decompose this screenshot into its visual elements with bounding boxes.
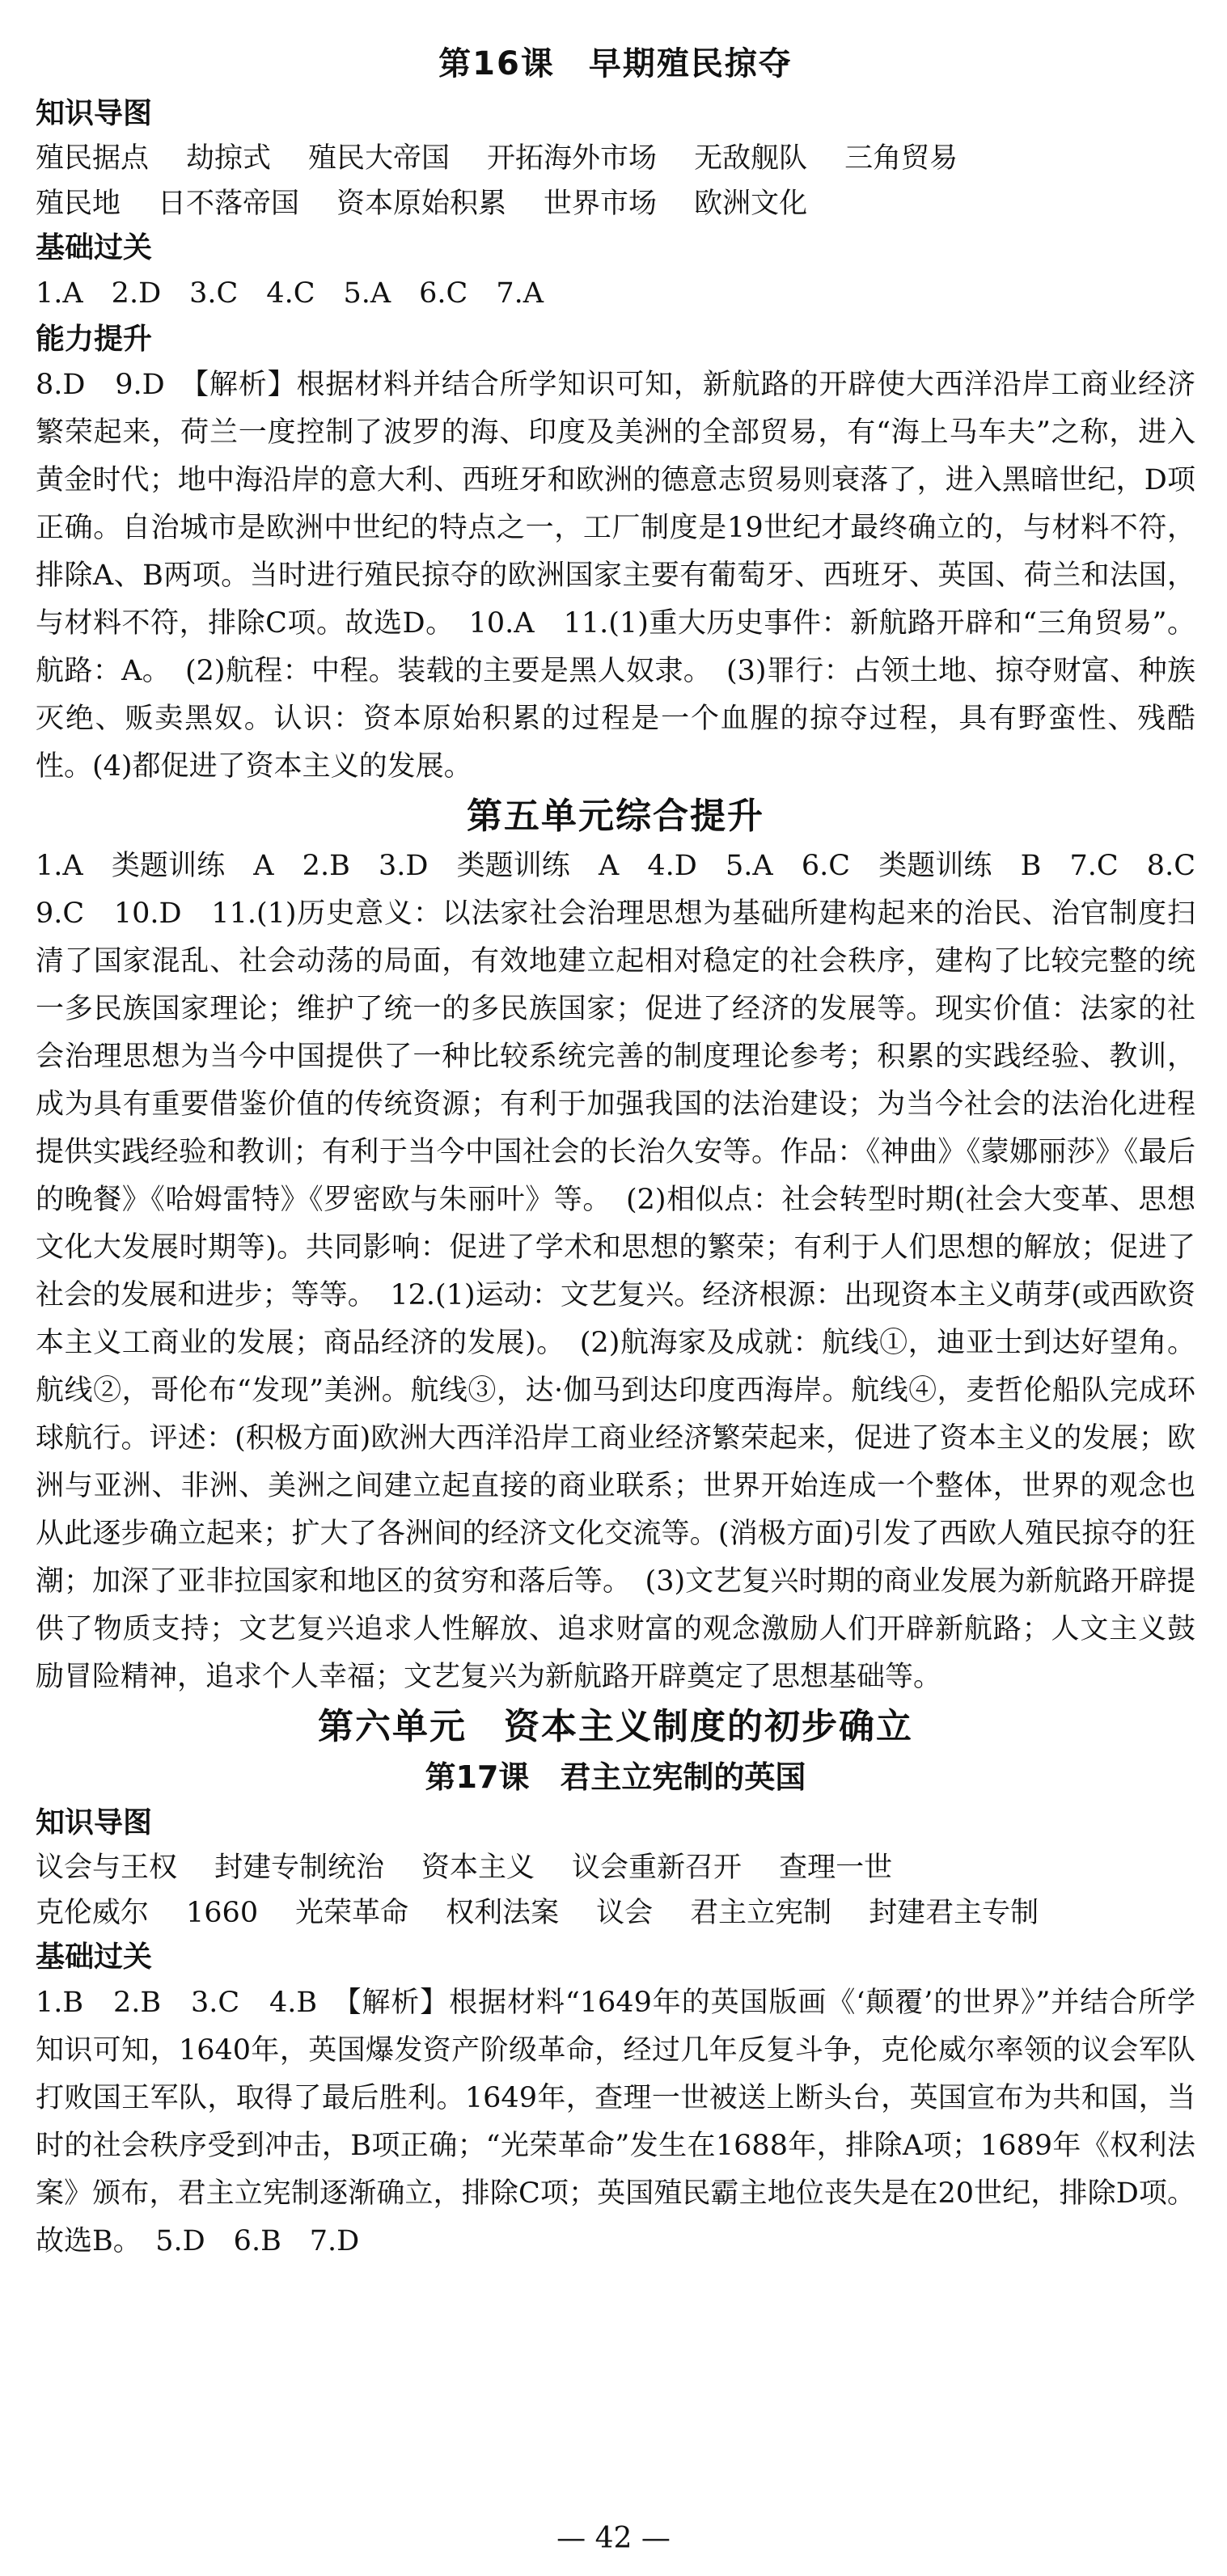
unit-5-answers: 1.A 类题训练 A 2.B 3.D 类题训练 A 4.D 5.A 6.C 类题训练 B 7.C 8.C 9.C 10.D 11.(1)历史意义：以法家社会治理思想为基础所建构起来的治民、治官制度扫清了国家混乱、社会动荡的局面，有效地建立起相对稳定的社会秩序，建构了比较完整的统一多民族国家理论；维护了统一的多民族国家；促进了经济的发展等。现实价值：法家的社会治理思想为当今中国提供了一种比较系统完善的制度理论参考；积累的实践经验、教训，成为具有重要借鉴价值的传统资源；有利于加强我国的法治建设；为当今社会的法治化进程提供实践经验和教训；有利于当今中国社会的长治久安等。作品：《神曲》《蒙娜丽莎》《最后的晚餐》《哈姆雷特》《罗密欧与朱丽叶》等。 (2)相似点：社会转型时期(社会大变革、思想文化大发展时期等)。共同影响：促进了学术和思想的繁荣；有利于人们思想的解放；促进了社会的发展和进步；等等。 12.(1)运动：文艺复兴。经济根源：出现资本主义萌芽(或西欧资本主义工商业的发展；商品经济的发展)。 (2)航海家及成就：航线①，迪亚士到达好望角。航线②，哥伦布“发现”美洲。航线③，达·伽马到达印度西海岸。航线④，麦哲伦船队完成环球航行。评述：(积极方面)欧洲大西洋沿岸工商业经济繁荣起来，促进了资本主义的发展；欧洲与亚洲、非洲、美洲之间建立起直接的商业联系；世界开始连成一个整体，世界的观念也从此逐步确立起来；扩大了各洲间的经济文化交流等。(消极方面)引发了西欧人殖民掠夺的狂潮；加深了亚非拉国家和地区的贫穷和落后等。 (3)文艺复兴时期的商业发展为新航路开辟提供了物质支持；文艺复兴追求人性解放、追求财富的观念激励人们开辟新航路；人文主义鼓励冒险精神，追求个人幸福；文艺复兴为新航路开辟奠定了思想基础等。 bbox=[36, 850, 1225, 1693]
term: 议会重新召开 bbox=[572, 1852, 743, 1884]
knowledge-map-heading: 知识导图 bbox=[36, 97, 153, 130]
knowledge-map-heading: 知识导图 bbox=[36, 1806, 153, 1839]
unit-5-section bbox=[36, 791, 1225, 1701]
term: 欧洲文化 bbox=[694, 188, 808, 220]
lesson-16-title: 第16课 早期殖民掠夺 bbox=[438, 45, 793, 82]
knowledge-map-terms bbox=[36, 1845, 1195, 1936]
basic-heading: 基础过关 bbox=[36, 231, 153, 264]
basic-heading: 基础过关 bbox=[36, 1940, 153, 1974]
term: 殖民地 bbox=[36, 188, 121, 220]
term: 世界市场 bbox=[544, 188, 658, 220]
term: 封建君主专制 bbox=[869, 1897, 1039, 1929]
term: 殖民大帝国 bbox=[308, 142, 451, 175]
term: 日不落帝国 bbox=[158, 188, 300, 220]
unit-6-section bbox=[36, 1701, 1195, 2266]
ability-heading: 能力提升 bbox=[36, 323, 153, 356]
term: 查理一世 bbox=[779, 1852, 893, 1884]
answer-page bbox=[36, 39, 1225, 2266]
term: 封建专制统治 bbox=[214, 1852, 385, 1884]
page-number: — 42 — bbox=[556, 2522, 671, 2555]
term: 资本原始积累 bbox=[336, 188, 507, 220]
ability-answers: 8.D 9.D 【解析】根据材料并结合所学知识可知，新航路的开辟使大西洋沿岸工商业经济繁荣起来，荷兰一度控制了波罗的海、印度及美洲的全部贸易，有“海上马车夫”之称，进入黄金时代；地中海沿岸的意大利、西班牙和欧洲的德意志贸易则衰落了，进入黑暗世纪，D项正确。自治城市是欧洲中世纪的特点之一，工厂制度是19世纪才最终确立的，与材料不符，排除A、B两项。当时进行殖民掠夺的欧洲国家主要有葡萄牙、西班牙、英国、荷兰和法国，与材料不符，排除C项。故选D。 10.A 11.(1)重大历史事件：新航路开辟和“三角贸易”。航路：A。 (2)航程：中程。装载的主要是黑人奴隶。 (3)罪行：占领土地、掠夺财富、种族灭绝、贩卖黑奴。认识：资本原始积累的过程是一个血腥的掠夺过程，具有野蛮性、残酷性。(4)都促进了资本主义的发展。 bbox=[36, 369, 1195, 783]
term: 无敌舰队 bbox=[694, 142, 808, 175]
term: 开拓海外市场 bbox=[487, 142, 658, 175]
term: 劫掠式 bbox=[186, 142, 272, 175]
term: 议会与王权 bbox=[36, 1852, 178, 1884]
unit-6-title: 第六单元 资本主义制度的初步确立 bbox=[318, 1706, 913, 1747]
term: 殖民据点 bbox=[36, 142, 150, 175]
term: 1660 bbox=[186, 1897, 259, 1929]
term: 三角贸易 bbox=[844, 142, 958, 175]
lesson-16-section bbox=[36, 39, 1195, 791]
lesson-17-title: 第17课 君主立宪制的英国 bbox=[425, 1759, 806, 1795]
term: 权利法案 bbox=[446, 1897, 560, 1929]
basic-answers: 1.B 2.B 3.C 4.B 【解析】根据材料“1649年的英国版画《‘颠覆’的世界》”并结合所学知识可知，1640年，英国爆发资产阶级革命，经过几年反复斗争，克伦威尔率领的议会军队打败国王军队，取得了最后胜利。1649年，查理一世被送上断头台，英国宣布为共和国，当时的社会秩序受到冲击，B项正确；“光荣革命”发生在1688年，排除A项；1689年《权利法案》颁布，君主立宪制逐渐确立，排除C项；英国殖民霸主地位丧失是在20世纪，排除D项。故选B。 5.D 6.B 7.D bbox=[36, 1987, 1195, 2257]
term: 君主立宪制 bbox=[690, 1897, 832, 1929]
basic-answers: 1.A 2.D 3.C 4.C 5.A 6.C 7.A bbox=[36, 277, 544, 310]
term: 光荣革命 bbox=[295, 1897, 409, 1929]
term: 议会 bbox=[596, 1897, 654, 1929]
term: 资本主义 bbox=[421, 1852, 535, 1884]
term: 克伦威尔 bbox=[36, 1897, 150, 1929]
unit-5-title: 第五单元综合提升 bbox=[467, 796, 764, 837]
knowledge-map-terms bbox=[36, 136, 1195, 226]
